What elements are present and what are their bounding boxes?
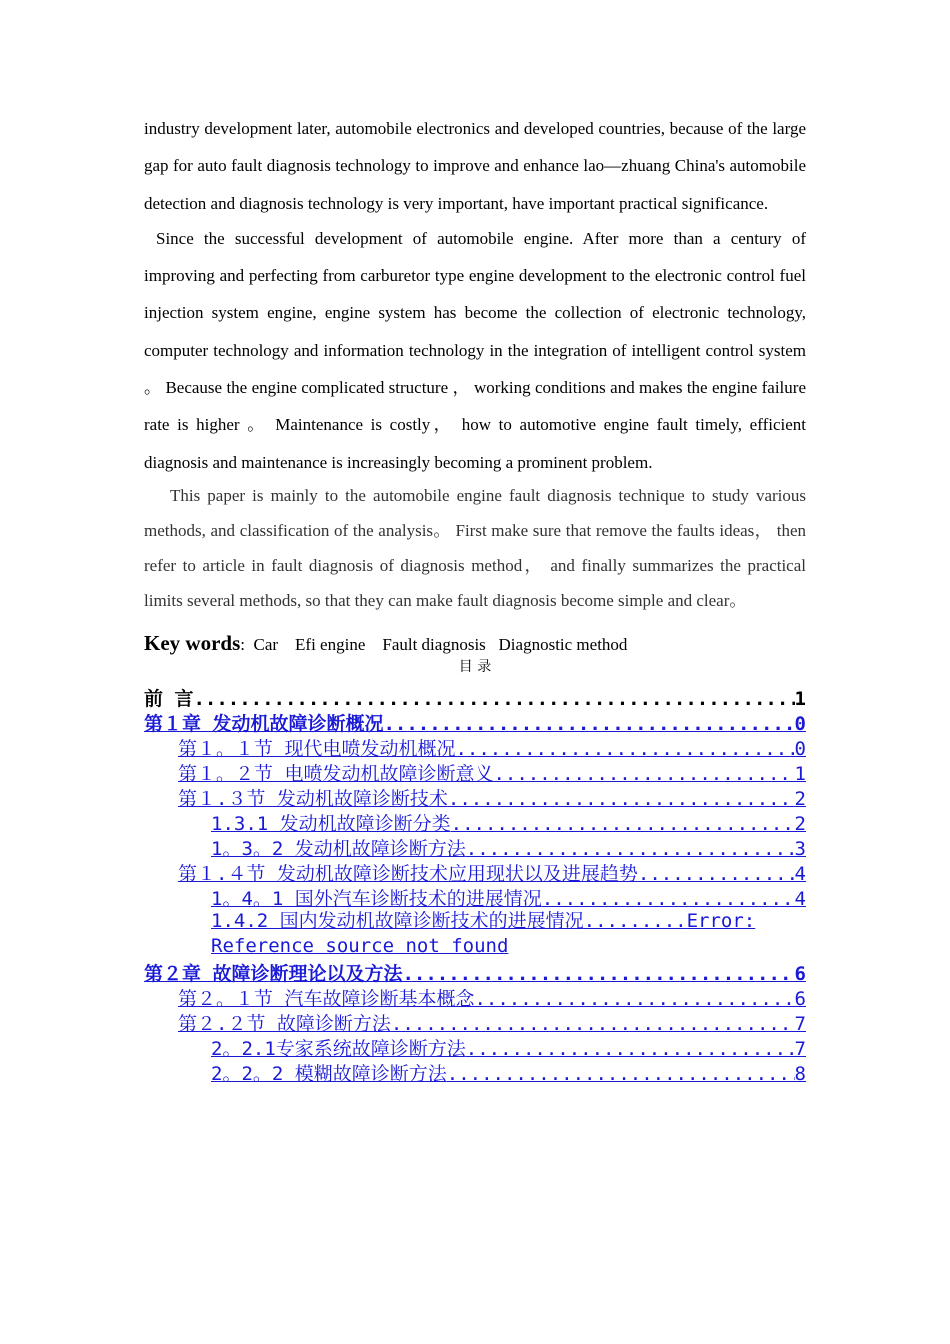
toc-entry-section-1-3[interactable]: 第１.３节 发动机故障诊断技术 ..... 2 [144,784,806,809]
toc-entry-1-4-2[interactable]: 1.4.2 国内发动机故障诊断技术的进展情况.........Error: Reference source not found [211,909,756,957]
toc-entry-2-2-2[interactable]: 2。2。2 模糊故障诊断方法 ..... 8 [144,1059,806,1084]
toc-entry-chapter-1[interactable]: 第１章 发动机故障诊断概况 ..... 0 [144,709,806,734]
abstract-paragraph-1: industry development later, automobile electronics and developed countries, because of the large gap for auto fault diagnosis technology to improve and enhance lao—zhuang China's automobile detection and diagnosis technology is very important, have important practical significance. [144,119,806,213]
toc-entry-chapter-2[interactable]: 第２章 故障诊断理论以及方法 ..... 6 [144,959,806,984]
toc-entry-1-3-1[interactable]: 1.3.1 发动机故障诊断分类 ..... 2 [144,809,806,834]
document-page [144,110,806,1084]
toc-entry-2-2-1[interactable]: 2。2.1专家系统故障诊断方法 ..... 7 [144,1034,806,1059]
abstract-paragraph-3: This paper is mainly to the automobile engine fault diagnosis technique to study various methods, and classification of the analysis。 First make sure that remove the faults ideas， then refer to article in fault diagnosis of diagnosis method， and finally summarizes the practical limits several methods, so that they can make fault diagnosis become simple and clear。 [144,485,806,610]
keywords-label: Key words [144,630,241,655]
toc-entry-section-2-1[interactable]: 第２。１节 汽车故障诊断基本概念 ..... 6 [144,984,806,1009]
keywords-line [144,630,806,658]
toc-entry-preface[interactable]: 前 言 ..... 1 [144,684,806,709]
toc-title: 目 录 [458,658,492,675]
toc-entry-1-4-1[interactable]: 1。4。1 国外汽车诊断技术的进展情况 ..... 4 [144,884,806,909]
abstract-paragraph-2: Since the successful development of automobile engine. After more than a century of improving and perfecting from carburetor type engine development to the electronic control fuel injection system engine, engine system has become the collection of electronic technology, computer technology and information technology in the integration of intelligent control system 。 Because the engine complicated structure ， working conditions and makes the engine failure rate is higher 。 Maintenance is costly， how to automotive engine fault timely, efficient diagnosis and maintenance is increasingly becoming a prominent problem. [144,228,806,472]
toc-entry-section-1-1[interactable]: 第１。１节 现代电喷发动机概况 ..... 0 [144,734,806,759]
table-of-contents [144,684,806,1084]
keywords-colon: : [240,634,245,654]
toc-entry-section-2-2[interactable]: 第２.２节 故障诊断方法 ..... 7 [144,1009,806,1034]
toc-entry-section-1-2[interactable]: 第１。２节 电喷发动机故障诊断意义 ..... 1 [144,759,806,784]
toc-entry-section-1-4[interactable]: 第１.４节 发动机故障诊断技术应用现状以及进展趋势 ..... 4 [144,859,806,884]
keywords-list: Car Efi engine Fault diagnosis Diagnostic method [253,634,628,654]
toc-entry-1-3-2[interactable]: 1。3。2 发动机故障诊断方法 ..... 3 [144,834,806,859]
